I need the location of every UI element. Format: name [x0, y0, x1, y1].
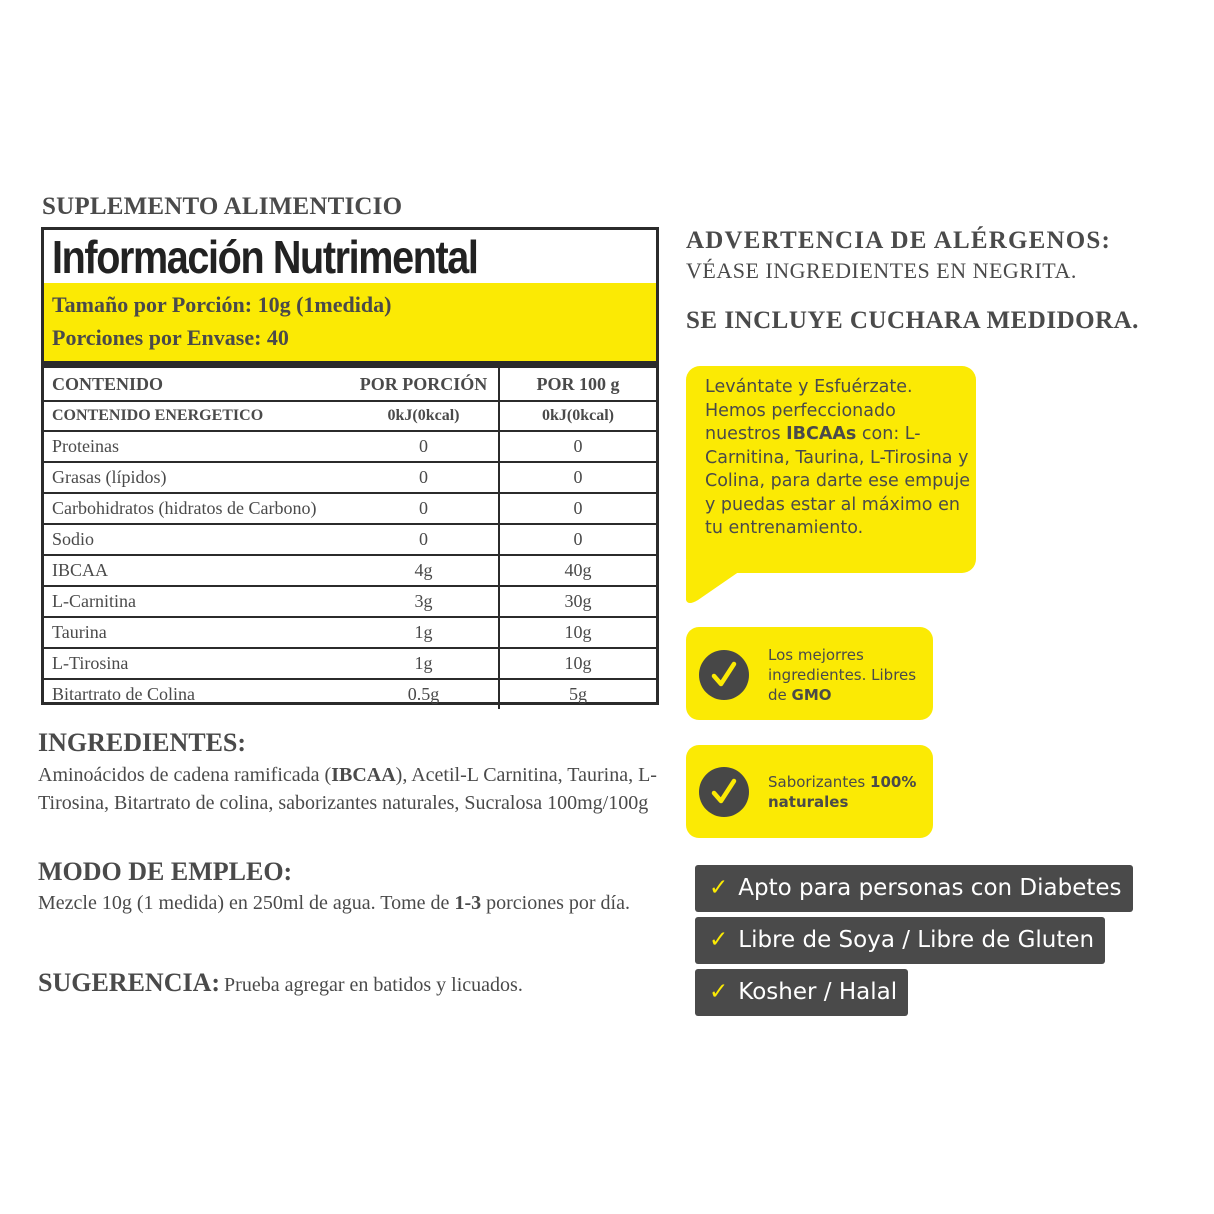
check-icon: ✓	[709, 875, 729, 901]
table-header-row	[44, 368, 656, 401]
per-serving-value: 0	[349, 524, 499, 555]
badge-text: Saborizantes	[768, 773, 871, 791]
bubble-message	[705, 376, 975, 541]
pill-label: Apto para personas con Diabetes	[738, 875, 1122, 901]
check-icon-glyph	[699, 767, 749, 817]
column-header: CONTENIDO	[44, 368, 349, 401]
check-icon: ✓	[709, 927, 729, 953]
per-serving-value: 0	[349, 431, 499, 462]
check-icon	[699, 650, 749, 700]
nutrient-name: Bitartrato de Colina	[52, 684, 195, 704]
table-row	[44, 679, 656, 709]
nutrient-name: Taurina	[44, 617, 349, 648]
check-icon: ✓	[709, 979, 729, 1005]
nutrient-name: Carbohidratos (hidratos de Carbono)	[44, 493, 349, 524]
per-serving-value: 0	[349, 493, 499, 524]
scoop-included-note: SE INCLUYE CUCHARA MEDIDORA.	[686, 307, 1139, 334]
nutrition-title: Información Nutrimental	[52, 231, 478, 283]
suggestion-line	[38, 968, 523, 998]
badge-text: Los mejorres ingredientes. Libres de	[768, 646, 917, 704]
column-header: POR 100 g	[499, 368, 656, 401]
pill-label: Kosher / Halal	[738, 979, 898, 1005]
per-serving-value: 4g	[349, 555, 499, 586]
serving-size: Tamaño por Porción: 10g (1medida)	[52, 292, 392, 317]
natural-flavors-text	[768, 772, 933, 812]
bubble-text-part1: Levántate y Esfuérzate. Hemos perfeccionado nuestros	[705, 377, 913, 444]
nutrient-name: IBCAA	[44, 555, 349, 586]
nutrient-name: Sodio	[44, 524, 349, 555]
per-100g-value: 30g	[499, 586, 656, 617]
nutrient-name: CONTENIDO ENERGETICO	[44, 401, 349, 431]
per-serving-value: 0	[349, 462, 499, 493]
pill-label: Libre de Soya / Libre de Gluten	[738, 927, 1095, 953]
suggestion-text: Prueba agregar en batidos y licuados.	[224, 974, 523, 996]
bubble-text-part2: con: L-Carnitina, Taurina, L-Tirosina y Colina, para darte ese empuje y puedas estar al máximo en tu entrenamiento.	[705, 424, 970, 538]
per-100g-value: 5g	[499, 679, 656, 709]
nutrition-table	[44, 368, 656, 709]
column-header: POR PORCIÓN	[349, 368, 499, 401]
allergen-warning-subtitle: VÉASE INGREDIENTES EN NEGRITA.	[686, 258, 1077, 283]
badge-bold: GMO	[791, 686, 832, 704]
check-icon-glyph	[699, 650, 749, 700]
usage-title: MODO DE EMPLEO:	[38, 857, 293, 886]
servings-per-container: Porciones por Envase: 40	[52, 325, 289, 350]
supplement-label: SUPLEMENTO ALIMENTICIO	[42, 193, 403, 220]
per-serving-value: 1g	[349, 617, 499, 648]
table-row	[44, 431, 656, 462]
ingredients-allergen-bold: IBCAA	[331, 764, 396, 786]
allergen-warning-title: ADVERTENCIA DE ALÉRGENOS:	[686, 227, 1112, 254]
per-100g-value: 40g	[499, 555, 656, 586]
suggestion-title: SUGERENCIA:	[38, 968, 221, 997]
check-icon	[699, 767, 749, 817]
table-row	[44, 648, 656, 679]
speech-bubble-tail	[686, 560, 766, 605]
ingredients-text	[38, 761, 678, 817]
per-100g-value: 0	[499, 493, 656, 524]
per-100g-value: 0kJ(0kcal)	[499, 401, 656, 431]
ingredients-title: INGREDIENTES:	[38, 728, 247, 757]
table-row	[44, 586, 656, 617]
nutrient-name: Grasas (lípidos)	[44, 462, 349, 493]
usage-text	[38, 889, 678, 917]
per-100g-value: 10g	[499, 648, 656, 679]
table-divider	[44, 361, 656, 368]
usage-text-post: porciones por día.	[481, 892, 630, 914]
table-row	[44, 555, 656, 586]
per-100g-value: 0	[499, 431, 656, 462]
per-100g-value: 0	[499, 462, 656, 493]
per-100g-value: 0	[499, 524, 656, 555]
per-serving-value: 0.5g	[407, 684, 440, 704]
usage-text-pre: Mezcle 10g (1 medida) en 250ml de agua. Tome de	[38, 892, 455, 914]
table-row	[44, 493, 656, 524]
soy-gluten-free-pill	[695, 917, 1105, 964]
table-row	[44, 617, 656, 648]
per-serving-value: 0kJ(0kcal)	[349, 401, 499, 431]
nutrient-name: Proteinas	[44, 431, 349, 462]
per-serving-value: 3g	[349, 586, 499, 617]
nutrient-name: L-Tirosina	[44, 648, 349, 679]
diabetes-suitable-pill	[695, 865, 1133, 912]
ingredients-text-pre: Aminoácidos de cadena ramificada (	[38, 764, 332, 786]
table-row	[44, 524, 656, 555]
table-row	[44, 462, 656, 493]
table-row-energy	[44, 401, 656, 431]
nutrient-name: L-Carnitina	[44, 586, 349, 617]
badge-bold: 100% naturales	[768, 773, 917, 811]
per-100g-value: 10g	[499, 617, 656, 648]
bubble-bold-ibcaas: IBCAAs	[786, 424, 857, 444]
usage-dose-bold: 1-3	[454, 892, 482, 914]
per-serving-value: 1g	[349, 648, 499, 679]
kosher-halal-pill	[695, 969, 908, 1016]
ingredients-text-post: ), Acetil-L Carnitina, Taurina, L-Tirosina, Bitartrato de colina, saborizantes naturales, Sucralosa 100mg/100g	[38, 764, 657, 814]
gmo-free-text	[768, 645, 918, 705]
